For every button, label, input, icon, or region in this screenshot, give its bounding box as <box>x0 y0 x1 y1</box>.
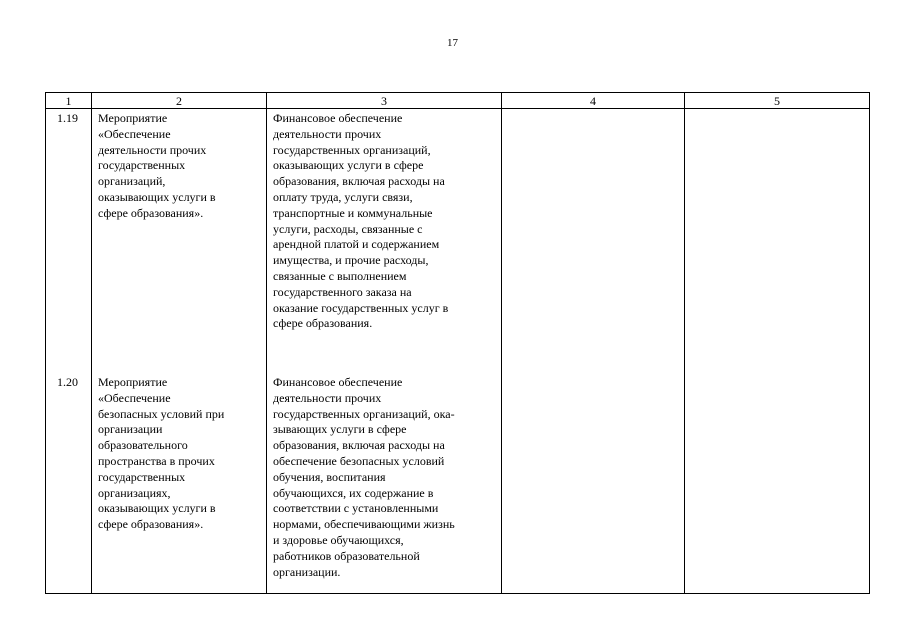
event-name-line: оказывающих услуги в <box>98 501 216 516</box>
description-line: имущества, и прочие расходы, <box>273 253 429 268</box>
col4-cell <box>502 109 685 376</box>
description-line: образования, включая расходы на <box>273 438 445 453</box>
description-line: транспортные и коммунальные <box>273 205 433 220</box>
col4-cell <box>502 375 685 594</box>
description-line: соответствии с установленными <box>273 501 439 516</box>
header-col-5: 5 <box>685 93 870 109</box>
col5-cell <box>685 375 870 594</box>
header-col-1: 1 <box>46 93 92 109</box>
description-line: государственных организаций, <box>273 142 431 157</box>
description-line: Финансовое обеспечение <box>273 375 403 389</box>
description-line: зывающих услуги в сфере <box>273 422 407 437</box>
event-name-line: организациях, <box>98 485 171 500</box>
description-line: услуги, расходы, связанные с <box>273 221 423 236</box>
description-cell <box>267 109 502 376</box>
description-line: нормами, обеспечивающими жизнь <box>273 517 455 532</box>
description-line: оказание государственных услуг в <box>273 300 449 315</box>
event-name-line: оказывающих услуги в <box>98 189 216 204</box>
description-line: сфере образования. <box>273 316 373 331</box>
description-line: оказывающих услуги в сфере <box>273 158 424 173</box>
event-name-line: сфере образования». <box>98 205 204 220</box>
description-line: Финансовое обеспечение <box>273 111 403 125</box>
header-col-4: 4 <box>502 93 685 109</box>
header-col-3: 3 <box>267 93 502 109</box>
description-line: обучающихся, их содержание в <box>273 485 434 500</box>
event-name-line: организации <box>98 422 163 437</box>
description-line: организации. <box>273 564 341 579</box>
table-body <box>46 109 870 594</box>
event-name-cell <box>92 375 267 594</box>
description-line: и здоровье обучающихся, <box>273 532 404 547</box>
table-row <box>46 375 870 594</box>
description-line: оплату труда, услуги связи, <box>273 189 413 204</box>
event-name-line: государственных <box>98 469 186 484</box>
page-number: 17 <box>447 37 458 49</box>
row-number: 1.20 <box>46 375 92 594</box>
event-name-line: Мероприятие <box>98 111 168 125</box>
header-col-2: 2 <box>92 93 267 109</box>
description-line: государственных организаций, ока- <box>273 406 455 421</box>
col5-cell <box>685 109 870 376</box>
description-line: деятельности прочих <box>273 390 382 405</box>
description-line: обеспечение безопасных условий <box>273 453 445 468</box>
description-cell <box>267 375 502 594</box>
event-name-line: образовательного <box>98 438 188 453</box>
description-line: образования, включая расходы на <box>273 174 445 189</box>
program-table <box>45 92 870 594</box>
event-name-cell <box>92 109 267 376</box>
event-name-line: организаций, <box>98 174 166 189</box>
event-name-line: Мероприятие <box>98 375 168 389</box>
description-line: государственного заказа на <box>273 284 412 299</box>
event-name-line: государственных <box>98 158 186 173</box>
row-number: 1.19 <box>46 109 92 376</box>
event-name-line: «Обеспечение <box>98 126 171 141</box>
event-name-line: безопасных условий при <box>98 406 225 421</box>
header-row <box>46 93 870 109</box>
event-name-line: «Обеспечение <box>98 390 171 405</box>
event-name-line: пространства в прочих <box>98 453 215 468</box>
event-name-line: сфере образования». <box>98 517 204 532</box>
table-header <box>46 93 870 109</box>
event-name-line: деятельности прочих <box>98 142 207 157</box>
description-line: работников образовательной <box>273 548 420 563</box>
description-line: арендной платой и содержанием <box>273 237 440 252</box>
description-line: связанные с выполнением <box>273 268 407 283</box>
description-line: обучения, воспитания <box>273 469 386 484</box>
description-line: деятельности прочих <box>273 126 382 141</box>
table-row <box>46 109 870 376</box>
